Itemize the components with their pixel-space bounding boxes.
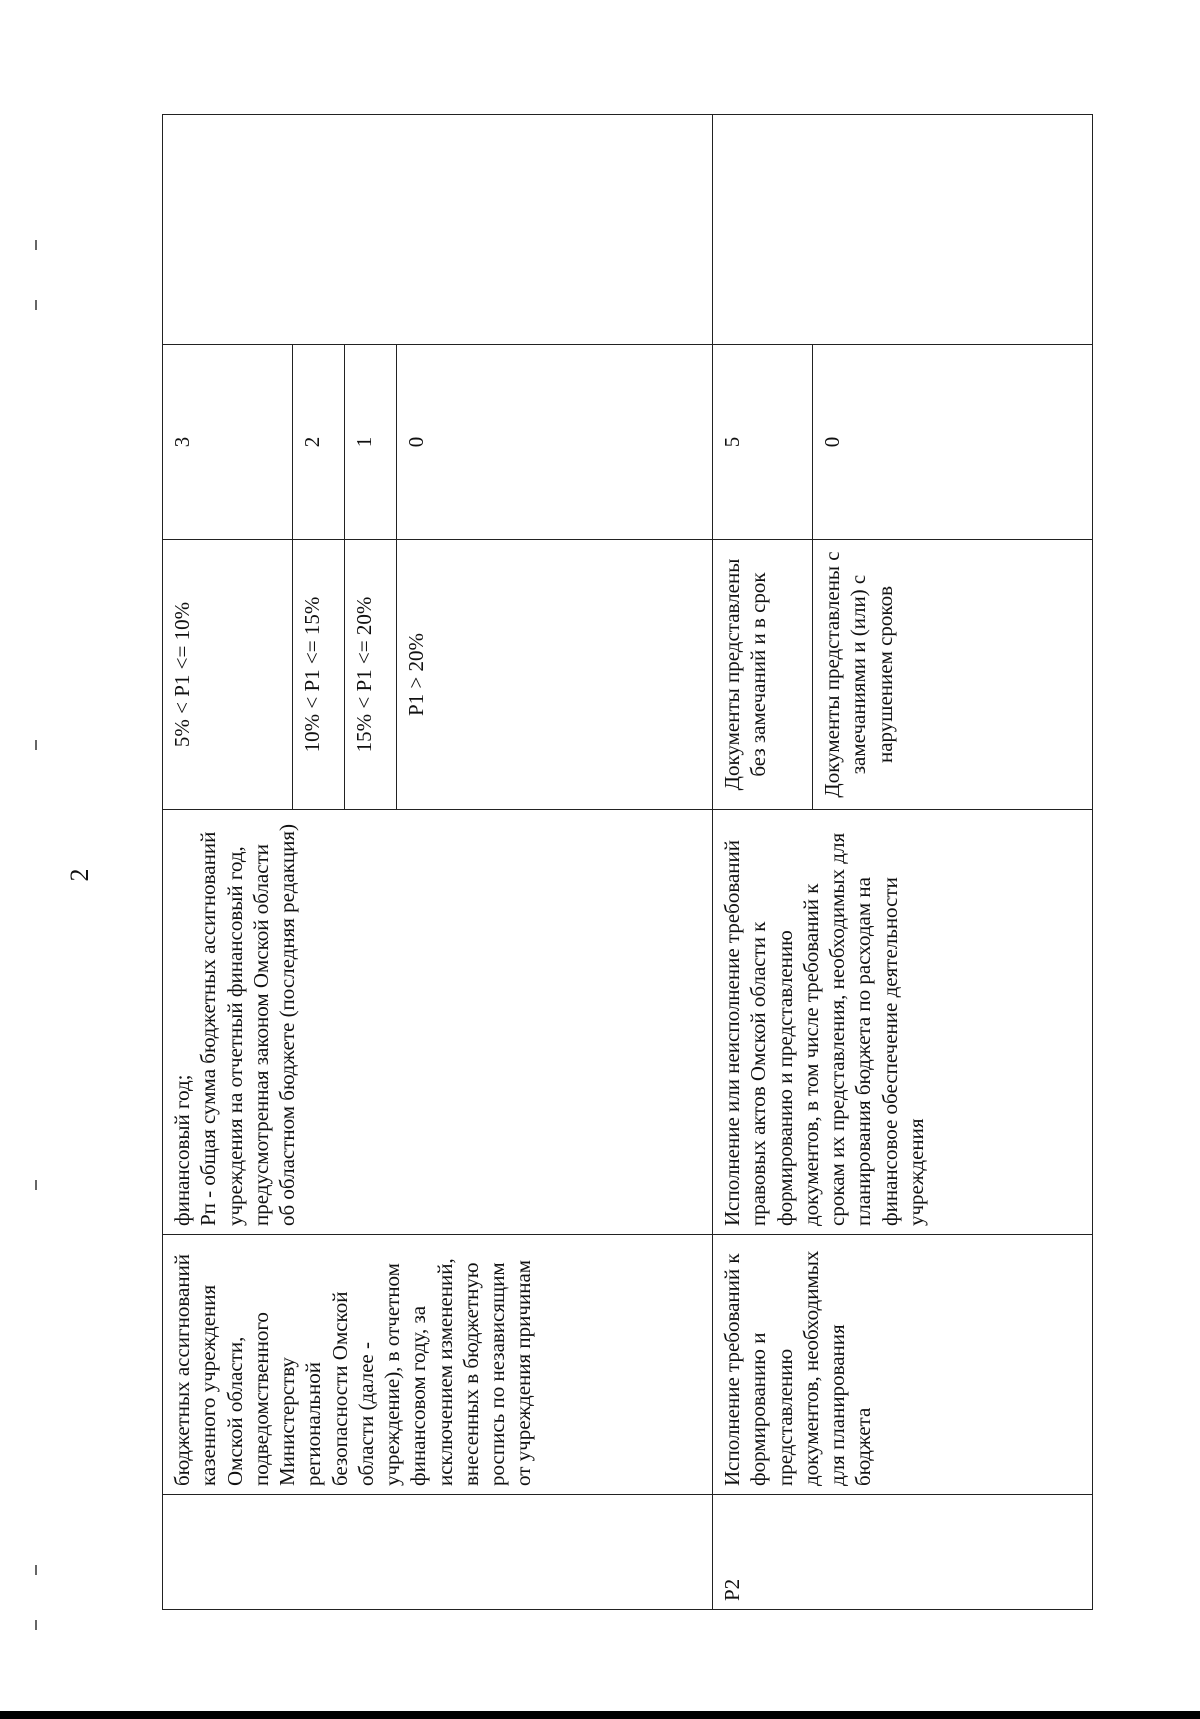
indicator-code-cell: P2 <box>713 1495 1093 1610</box>
score-cell: 3 <box>163 345 293 540</box>
score-cell: 0 <box>397 345 713 540</box>
criterion-cell: 5% < P1 <= 10% <box>163 540 293 810</box>
score-cell: 1 <box>345 345 397 540</box>
rotated-table-container <box>162 115 1092 1610</box>
table-row <box>163 115 293 1610</box>
formula-cell <box>713 810 1093 1235</box>
criterion-cell: 10% < P1 <= 15% <box>293 540 345 810</box>
scan-mark <box>35 740 37 750</box>
score-cell: 5 <box>713 345 813 540</box>
scan-mark <box>35 1620 37 1630</box>
note-cell <box>713 115 1093 345</box>
criterion-cell: Документы представлены без замечаний и в срок <box>713 540 813 810</box>
criterion-cell: Документы представлены с замечаниями и (или) с нарушением сроков <box>813 540 1093 810</box>
scan-mark <box>35 1565 37 1575</box>
criterion-cell: 15% < P1 <= 20% <box>345 540 397 810</box>
scan-mark <box>35 300 37 310</box>
formula-cell <box>163 810 713 1235</box>
page-number: 2 <box>65 868 94 882</box>
criteria-table <box>162 114 1093 1610</box>
formula-text: Исполнение или неисполнение требований правовых актов Омской области к формированию и представлению документов, в том числе требований к срокам их представления, необходимых для планирования бюджета по расходам на финансовое обеспечение деятельности учреждения <box>720 832 928 1226</box>
table-row <box>713 115 813 1610</box>
formula-text: финансовый год; Pп - общая сумма бюджетных ассигнований учреждения на отчетный финансовый год, предусмотренная законом Омской области об областном бюджете (последняя редакция) <box>170 823 299 1226</box>
score-cell: 0 <box>813 345 1093 540</box>
indicator-name-text: бюджетных ассигнований казенного учреждения Омской области, подведомственного Министерству региональной безопасности Омской области (далее - учреждение), в отчетном финансовом году, за исключением изменений, внесенных в бюджетную роспись по независящим от учреждения причинам <box>170 1253 536 1486</box>
bottom-scan-edge <box>0 1711 1200 1719</box>
criterion-cell: P1 > 20% <box>397 540 713 810</box>
indicator-name-cell <box>713 1235 1093 1495</box>
score-cell: 2 <box>293 345 345 540</box>
indicator-code-cell <box>163 1495 713 1610</box>
scan-mark <box>35 240 37 250</box>
note-cell <box>163 115 713 345</box>
indicator-name-cell <box>163 1235 713 1495</box>
indicator-name-text: Исполнение требований к формированию и представлению документов, необходимых для планирования бюджета <box>720 1250 876 1486</box>
scan-mark <box>35 1180 37 1190</box>
table-rotation-wrapper <box>162 115 1092 1610</box>
